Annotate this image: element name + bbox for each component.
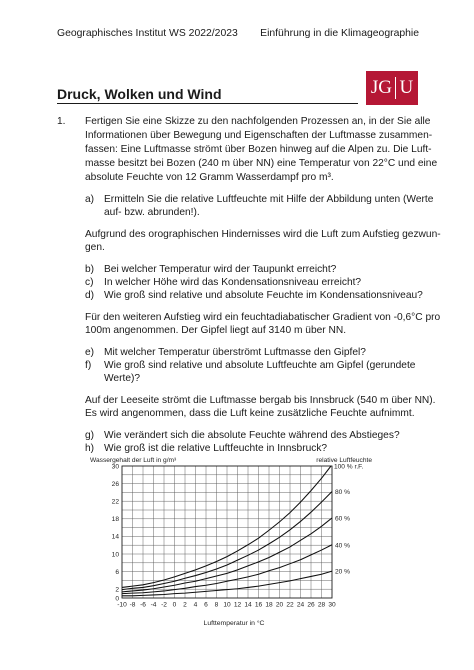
x-tick-label: 14 — [244, 601, 252, 609]
question-b-label: b) — [85, 264, 95, 275]
paragraph-ascent: Aufgrund des orographischen Hindernisses wird die Luft zum Aufstieg gezwun- — [85, 229, 441, 240]
humidity-chart — [86, 453, 376, 628]
logo-divider — [395, 77, 397, 99]
x-tick-label: 30 — [328, 601, 336, 609]
question-a-label: a) — [85, 194, 95, 205]
question-d-label: d) — [85, 290, 95, 301]
x-tick-label: -4 — [150, 601, 157, 609]
x-tick-label: 6 — [204, 601, 208, 609]
y-tick-label: 30 — [111, 463, 119, 471]
intro-line: Fertigen Sie eine Skizze zu den nachfolgenden Prozessen an, in der Sie alle — [85, 116, 431, 127]
x-tick-label: 4 — [193, 601, 198, 609]
y-tick-label: 22 — [111, 498, 119, 506]
question-e-text: Mit welcher Temperatur überströmt Luftmasse den Gipfel? — [104, 347, 366, 358]
curve-label: 40 % — [335, 542, 351, 550]
curve-label: 20 % — [335, 568, 351, 576]
question-a-line: auf- bzw. abrunden!). — [104, 207, 200, 218]
task-number: 1. — [57, 116, 66, 127]
y-axis-label: Wassergehalt der Luft in g/m³ — [90, 457, 177, 464]
x-tick-label: 22 — [286, 601, 294, 609]
y-tick-label: 0 — [115, 595, 119, 603]
question-c-label: c) — [85, 277, 94, 288]
x-tick-label: -6 — [140, 601, 146, 609]
legend-title: relative Luftfeuchte — [316, 457, 372, 464]
question-f-line: Wie groß sind relative und absolute Luftfeuchte am Gipfel (gerundete — [104, 360, 416, 371]
x-tick-label: -10 — [117, 601, 127, 609]
intro-line: Informationen über Bewegung und Eigenschaften der Luftmasse zusammen- — [85, 130, 433, 141]
logo-text-right: U — [399, 77, 414, 98]
y-tick-label: 2 — [115, 586, 119, 594]
x-tick-label: 28 — [317, 601, 326, 609]
header-institute: Geographisches Institut WS 2022/2023 — [57, 28, 238, 39]
paragraph-gradient: 100m angenommen. Der Gipfel liegt auf 3140 m über NN. — [85, 325, 347, 336]
question-a-line: Ermitteln Sie die relative Luftfeuchte mit Hilfe der Abbildung unten (Werte — [104, 194, 434, 205]
x-tick-label: 8 — [214, 601, 219, 609]
paragraph-descent: Auf der Leeseite strömt die Luftmasse bergab bis Innsbruck (540 m über NN). — [85, 395, 436, 406]
question-h-label: h) — [85, 443, 95, 454]
question-e-label: e) — [85, 347, 95, 358]
university-logo — [366, 71, 418, 105]
logo-text-left: JG — [370, 77, 392, 98]
x-tick-label: 26 — [307, 601, 315, 609]
y-tick-label: 26 — [111, 480, 119, 488]
question-f-line: Werte)? — [104, 373, 141, 384]
x-tick-label: 16 — [254, 601, 263, 609]
y-tick-label: 10 — [111, 551, 119, 559]
x-axis-label: Lufttemperatur in °C — [203, 620, 265, 627]
question-g-label: g) — [85, 430, 95, 441]
header-course: Einführung in die Klimageographie — [260, 28, 419, 39]
question-c-text: In welcher Höhe wird das Kondensationsniveau erreicht? — [104, 277, 362, 288]
paragraph-ascent: gen. — [85, 242, 105, 253]
x-tick-label: 20 — [275, 601, 284, 609]
intro-line: absolute Feuchte von 12 Gramm Wasserdampf pro m³. — [85, 172, 334, 183]
x-tick-label: -8 — [129, 601, 136, 609]
question-b-text: Bei welcher Temperatur wird der Taupunkt erreicht? — [104, 264, 337, 275]
title-underline — [57, 103, 358, 104]
paragraph-descent: Es wird angenommen, dass die Luft keine zusätzliche Feuchte aufnimmt. — [85, 408, 415, 419]
x-tick-label: 10 — [223, 601, 231, 609]
intro-line: fassen: Eine Luftmasse strömt über Bozen hinweg auf die Alpen zu. Die Luft- — [85, 144, 432, 155]
question-h-text: Wie groß ist die relative Luftfeuchte in Innsbruck? — [104, 443, 328, 454]
curve-label: 100 % r.F. — [333, 463, 364, 471]
question-f-label: f) — [85, 360, 92, 371]
x-tick-label: 24 — [296, 601, 305, 609]
y-tick-label: 14 — [111, 533, 119, 541]
x-tick-label: 0 — [172, 601, 177, 609]
question-g-text: Wie verändert sich die absolute Feuchte während des Abstieges? — [104, 430, 400, 441]
page-title: Druck, Wolken und Wind — [57, 86, 222, 102]
curve-label: 60 % — [335, 515, 351, 523]
curve-label: 80 % — [335, 489, 351, 497]
x-tick-label: 12 — [233, 601, 242, 609]
question-d-text: Wie groß sind relative und absolute Feuchte im Kondensationsniveau? — [104, 290, 423, 301]
intro-line: masse besitzt bei Bozen (240 m über NN) eine Temperatur von 22°C und eine — [85, 158, 438, 169]
x-tick-label: 18 — [265, 601, 273, 609]
y-tick-label: 18 — [111, 516, 119, 524]
x-tick-label: 2 — [183, 601, 187, 609]
paragraph-gradient: Für den weiteren Aufstieg wird ein feuchtadiabatischer Gradient von -0,6°C pro — [85, 312, 441, 323]
x-tick-label: -2 — [161, 601, 167, 609]
y-tick-label: 6 — [115, 568, 119, 576]
